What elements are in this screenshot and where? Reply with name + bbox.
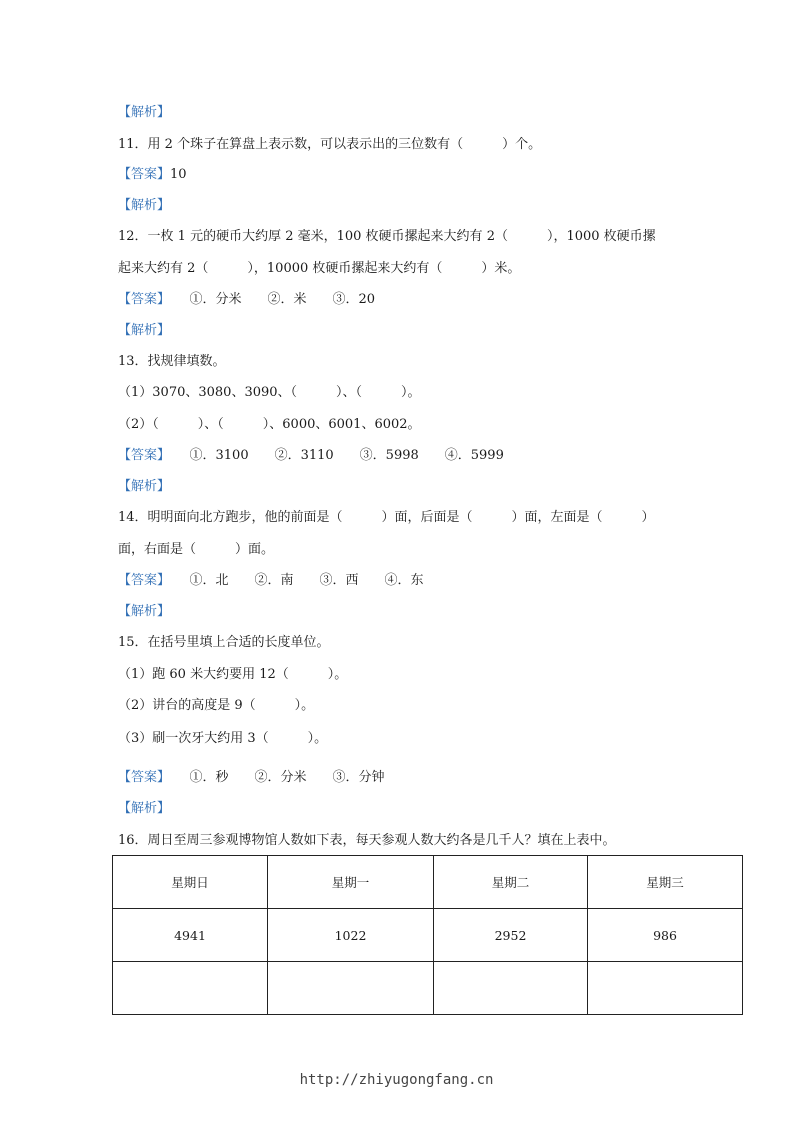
text-line <box>118 137 541 153</box>
footer-url[interactable]: http://zhiyugongfang.cn <box>299 1072 494 1088</box>
line-text: 12．一枚 1 元的硬币大约厚 2 毫米，100 枚硬币摞起来大约有 2（ ），1000 枚硬币摞 <box>118 229 656 244</box>
text-line <box>118 105 170 121</box>
line-text: ①．秒 ②．分米 ③．分钟 <box>163 770 385 785</box>
text-line <box>118 292 375 308</box>
text-line <box>118 573 424 589</box>
line-text: （3）刷一次牙大约用 3（ ）。 <box>118 731 328 746</box>
line-text: ①．3100 ②．3110 ③．5998 ④．5999 <box>163 448 504 463</box>
table-row <box>113 909 743 962</box>
section-tag: 【解析】 <box>118 198 171 213</box>
text-line <box>118 542 274 558</box>
table-cell: 4941 <box>113 909 268 962</box>
section-tag: 【解析】 <box>118 604 171 619</box>
line-text: 起来大约有 2（ ），10000 枚硬币摞起来大约有（ ）米。 <box>118 261 521 276</box>
section-tag: 【答案】 <box>118 292 164 307</box>
text-line <box>118 833 616 849</box>
table-blank-cell <box>268 962 434 1015</box>
text-line <box>118 417 421 433</box>
section-tag: 【解析】 <box>118 479 171 494</box>
table-blank-cell <box>434 962 588 1015</box>
line-text: （1）跑 60 米大约要用 12（ ）。 <box>118 667 348 682</box>
line-text: 11．用 2 个珠子在算盘上表示数，可以表示出的三位数有（ ）个。 <box>118 137 542 152</box>
text-line <box>118 801 170 817</box>
section-tag: 【答案】 <box>118 167 171 182</box>
table-blank-cell <box>588 962 743 1015</box>
text-line <box>118 167 187 183</box>
table-header-cell: 星期三 <box>588 856 743 909</box>
text-line <box>118 198 170 214</box>
line-text: ①．北 ②．南 ③．西 ④．东 <box>163 573 424 588</box>
line-text: （2）（ ）、（ ）、6000、6001、6002。 <box>118 417 421 432</box>
table-blank-cell <box>113 962 268 1015</box>
section-tag: 【答案】 <box>118 573 164 588</box>
line-text: 13．找规律填数。 <box>118 354 226 369</box>
text-line <box>118 770 385 786</box>
table-header-cell: 星期日 <box>113 856 268 909</box>
text-line <box>118 323 170 339</box>
section-tag: 【答案】 <box>118 448 164 463</box>
line-text: ①．分米 ②．米 ③．20 <box>163 292 376 307</box>
section-tag: 【答案】 <box>118 770 164 785</box>
text-line <box>118 667 347 683</box>
table-cell: 986 <box>588 909 743 962</box>
section-tag: 【解析】 <box>118 801 171 816</box>
text-line <box>118 448 504 464</box>
section-tag: 【解析】 <box>118 323 171 338</box>
text-line <box>118 354 226 370</box>
text-line <box>118 510 655 526</box>
table-header-row <box>113 856 743 909</box>
table-cell: 1022 <box>268 909 434 962</box>
text-line <box>118 261 520 277</box>
section-tag: 【解析】 <box>118 105 171 120</box>
line-text: （2）讲台的高度是 9（ ）。 <box>118 698 315 713</box>
line-text: 15．在括号里填上合适的长度单位。 <box>118 635 330 650</box>
text-line <box>118 479 170 495</box>
text-line <box>118 635 330 651</box>
table-header-cell: 星期二 <box>434 856 588 909</box>
text-line <box>118 604 170 620</box>
text-line <box>118 698 314 714</box>
text-line <box>118 229 656 245</box>
line-text: 14．明明面向北方跑步，他的前面是（ ）面，后面是（ ）面，左面是（ ） <box>118 510 655 525</box>
line-text: （1）3070、3080、3090、（ ）、（ ）。 <box>118 385 421 400</box>
table-cell: 2952 <box>434 909 588 962</box>
table-header-cell: 星期一 <box>268 856 434 909</box>
text-line <box>118 731 327 747</box>
table-answer-row <box>113 962 743 1015</box>
line-text: 16．周日至周三参观博物馆人数如下表，每天参观人数大约各是几千人？填在上表中。 <box>118 833 616 848</box>
text-line <box>118 385 421 401</box>
line-text: 10 <box>170 167 187 182</box>
line-text: 面，右面是（ ）面。 <box>118 542 275 557</box>
visitor-table <box>112 855 743 1015</box>
